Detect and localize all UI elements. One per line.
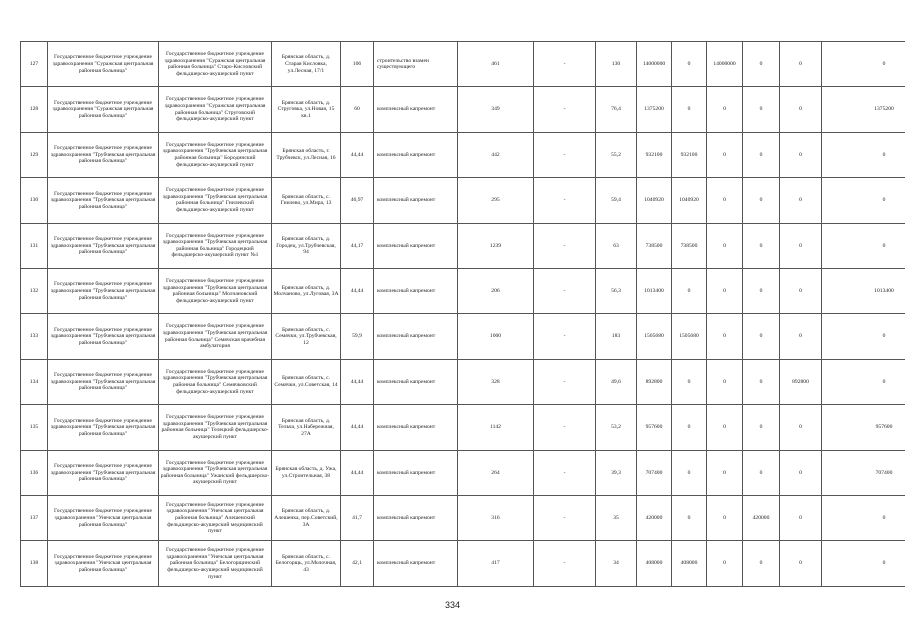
cell-institution-name: Государственное бюджетное учреждение здравоохранения "Унечская центральная районная больница" bbox=[48, 541, 159, 586]
cell-address: Брянская область, д. Городец, ул.Трубчевская, 94 bbox=[272, 223, 341, 268]
cell-area: 34 bbox=[596, 541, 637, 586]
cell-cost-year-3: 0 bbox=[743, 405, 780, 450]
cell-institution-name: Государственное бюджетное учреждение здравоохранения "Трубчевская центральная районная больница" bbox=[48, 450, 159, 495]
cell-cost-year-5: 0 bbox=[822, 42, 905, 87]
cell-total-cost: 932100 bbox=[637, 132, 672, 177]
cell-cost-year-1: 408000 bbox=[672, 541, 707, 586]
cell-work-type: строительство взамен существующего bbox=[374, 42, 458, 87]
cell-dash: - bbox=[534, 87, 596, 132]
cell-area: 49,6 bbox=[596, 359, 637, 404]
cell-facility-name: Государственное бюджетное учреждение здравоохранения "Унечская центральная районная больница" Белогорщинский фельдшерско-акушерский медицинский пункт bbox=[159, 541, 272, 586]
cell-cost-year-5: 707400 bbox=[822, 450, 905, 495]
cell-population: 316 bbox=[458, 496, 534, 541]
cell-area: 35 bbox=[596, 496, 637, 541]
cell-institution-name: Государственное бюджетное учреждение здравоохранения "Трубчевская центральная районная больница" bbox=[48, 269, 159, 314]
cell-wear-percent: 41,7 bbox=[341, 496, 374, 541]
cell-cost-year-1: 0 bbox=[672, 405, 707, 450]
cell-cost-year-2: 0 bbox=[707, 314, 743, 359]
cell-row-number: 138 bbox=[21, 541, 48, 586]
cell-facility-name: Государственное бюджетное учреждение здравоохранения "Суражская центральная районная больница" Струговский фельдшерско-акушерский пункт bbox=[159, 87, 272, 132]
cell-cost-year-2: 0 bbox=[707, 496, 743, 541]
cell-work-type: комплексный капремонт bbox=[374, 132, 458, 177]
cell-dash: - bbox=[534, 496, 596, 541]
cell-cost-year-1: 0 bbox=[672, 496, 707, 541]
table-row bbox=[21, 496, 905, 541]
cell-address: Брянская область, д. Старая Кисловка, ул.Лесная, 17/1 bbox=[272, 42, 341, 87]
cell-address: Брянская область, г. Трубчевск, ул.Лесная, 16 bbox=[272, 132, 341, 177]
cell-cost-year-2: 0 bbox=[707, 359, 743, 404]
cell-area: 55,2 bbox=[596, 132, 637, 177]
cell-wear-percent: 106 bbox=[341, 42, 374, 87]
table-row bbox=[21, 132, 905, 177]
cell-facility-name: Государственное бюджетное учреждение здравоохранения "Трубчевская центральная районная больница" Гнилевский фельдшерско-акушерский пункт bbox=[159, 178, 272, 223]
cell-facility-name: Государственное бюджетное учреждение здравоохранения "Трубчевская центральная районная больница" Телецкий фельдшерско-акушерский пункт bbox=[159, 405, 272, 450]
cell-population: 206 bbox=[458, 269, 534, 314]
cell-population: 264 bbox=[458, 450, 534, 495]
cell-dash: - bbox=[534, 450, 596, 495]
cell-population: 295 bbox=[458, 178, 534, 223]
cell-total-cost: 957600 bbox=[637, 405, 672, 450]
cell-row-number: 131 bbox=[21, 223, 48, 268]
cell-cost-year-2: 0 bbox=[707, 450, 743, 495]
cell-area: 53,2 bbox=[596, 405, 637, 450]
cell-cost-year-4: 0 bbox=[780, 223, 822, 268]
table-row bbox=[21, 178, 905, 223]
cell-total-cost: 420000 bbox=[637, 496, 672, 541]
cell-dash: - bbox=[534, 314, 596, 359]
cell-cost-year-4: 0 bbox=[780, 42, 822, 87]
cell-work-type: комплексный капремонт bbox=[374, 178, 458, 223]
cell-cost-year-5: 0 bbox=[822, 132, 905, 177]
cell-area: 76,4 bbox=[596, 87, 637, 132]
cell-cost-year-3: 0 bbox=[743, 87, 780, 132]
cell-wear-percent: 60 bbox=[341, 87, 374, 132]
cell-row-number: 134 bbox=[21, 359, 48, 404]
table-row bbox=[21, 541, 905, 586]
cell-row-number: 137 bbox=[21, 496, 48, 541]
cell-institution-name: Государственное бюджетное учреждение здравоохранения "Трубчевская центральная районная больница" bbox=[48, 223, 159, 268]
cell-row-number: 128 bbox=[21, 87, 48, 132]
cell-work-type: комплексный капремонт bbox=[374, 223, 458, 268]
table-body bbox=[21, 42, 905, 587]
cell-cost-year-4: 0 bbox=[780, 87, 822, 132]
facilities-table bbox=[20, 41, 905, 587]
cell-total-cost: 1013400 bbox=[637, 269, 672, 314]
cell-dash: - bbox=[534, 405, 596, 450]
cell-total-cost: 408000 bbox=[637, 541, 672, 586]
cell-cost-year-4: 0 bbox=[780, 541, 822, 586]
cell-area: 39,3 bbox=[596, 450, 637, 495]
cell-address: Брянская область, д. Алешенка, пер.Советский, 3А bbox=[272, 496, 341, 541]
cell-cost-year-1: 1505680 bbox=[672, 314, 707, 359]
cell-cost-year-1: 738500 bbox=[672, 223, 707, 268]
cell-cost-year-3: 0 bbox=[743, 541, 780, 586]
cell-facility-name: Государственное бюджетное учреждение здравоохранения "Трубчевская центральная районная больница" Бородинский фельдшерско-акушерский пункт bbox=[159, 132, 272, 177]
table-row bbox=[21, 87, 905, 132]
cell-dash: - bbox=[534, 223, 596, 268]
cell-area: 59,4 bbox=[596, 178, 637, 223]
cell-cost-year-5: 0 bbox=[822, 178, 905, 223]
cell-population: 417 bbox=[458, 541, 534, 586]
cell-row-number: 130 bbox=[21, 178, 48, 223]
cell-total-cost: 1375200 bbox=[637, 87, 672, 132]
table-row bbox=[21, 269, 905, 314]
cell-cost-year-5: 957600 bbox=[822, 405, 905, 450]
cell-institution-name: Государственное бюджетное учреждение здравоохранения "Трубчевская центральная районная больница" bbox=[48, 314, 159, 359]
cell-address: Брянская область, д. Молчаново, ул.Луговая, 3А bbox=[272, 269, 341, 314]
cell-address: Брянская область, с. Семячки, ул.Трубчевская, 12 bbox=[272, 314, 341, 359]
cell-row-number: 127 bbox=[21, 42, 48, 87]
cell-work-type: комплексный капремонт bbox=[374, 359, 458, 404]
cell-cost-year-5: 0 bbox=[822, 541, 905, 586]
cell-cost-year-5: 0 bbox=[822, 314, 905, 359]
cell-address: Брянская область, с. Семячки, ул.Советская, 14 bbox=[272, 359, 341, 404]
cell-dash: - bbox=[534, 42, 596, 87]
cell-work-type: комплексный капремонт bbox=[374, 450, 458, 495]
cell-total-cost: 892800 bbox=[637, 359, 672, 404]
cell-facility-name: Государственное бюджетное учреждение здравоохранения "Трубчевская центральная районная больница" Городецкий фельдшерско-акушерский пункт №1 bbox=[159, 223, 272, 268]
cell-population: 461 bbox=[458, 42, 534, 87]
cell-wear-percent: 44,44 bbox=[341, 359, 374, 404]
cell-population: 328 bbox=[458, 359, 534, 404]
table-row bbox=[21, 359, 905, 404]
cell-row-number: 135 bbox=[21, 405, 48, 450]
cell-cost-year-5: 0 bbox=[822, 223, 905, 268]
cell-address: Брянская область, д. Ужа, ул.Строительная, 38 bbox=[272, 450, 341, 495]
cell-work-type: комплексный капремонт bbox=[374, 269, 458, 314]
cell-cost-year-1: 0 bbox=[672, 359, 707, 404]
cell-total-cost: 1040920 bbox=[637, 178, 672, 223]
cell-institution-name: Государственное бюджетное учреждение здравоохранения "Трубчевская центральная районная больница" bbox=[48, 132, 159, 177]
cell-address: Брянская область, д. Тельча, ул.Набережная, 27А bbox=[272, 405, 341, 450]
cell-dash: - bbox=[534, 132, 596, 177]
cell-cost-year-4: 0 bbox=[780, 178, 822, 223]
cell-cost-year-1: 1040920 bbox=[672, 178, 707, 223]
cell-cost-year-4: 0 bbox=[780, 405, 822, 450]
cell-cost-year-2: 0 bbox=[707, 132, 743, 177]
cell-institution-name: Государственное бюджетное учреждение здравоохранения "Суражская центральная районная больница" bbox=[48, 42, 159, 87]
cell-cost-year-1: 932100 bbox=[672, 132, 707, 177]
cell-area: 63 bbox=[596, 223, 637, 268]
cell-dash: - bbox=[534, 269, 596, 314]
cell-dash: - bbox=[534, 178, 596, 223]
cell-work-type: комплексный капремонт bbox=[374, 87, 458, 132]
cell-wear-percent: 44,17 bbox=[341, 223, 374, 268]
cell-cost-year-5: 0 bbox=[822, 359, 905, 404]
table-row bbox=[21, 450, 905, 495]
cell-cost-year-3: 0 bbox=[743, 132, 780, 177]
cell-wear-percent: 44,44 bbox=[341, 405, 374, 450]
table-row bbox=[21, 42, 905, 87]
cell-facility-name: Государственное бюджетное учреждение здравоохранения "Суражская центральная районная больница" Старо-Кисловский фельдшерско-акушерский пункт bbox=[159, 42, 272, 87]
cell-cost-year-2: 0 bbox=[707, 269, 743, 314]
cell-row-number: 133 bbox=[21, 314, 48, 359]
cell-cost-year-4: 0 bbox=[780, 450, 822, 495]
cell-dash: - bbox=[534, 541, 596, 586]
cell-cost-year-2: 0 bbox=[707, 178, 743, 223]
cell-cost-year-2: 0 bbox=[707, 405, 743, 450]
cell-wear-percent: 59,9 bbox=[341, 314, 374, 359]
cell-total-cost: 1505680 bbox=[637, 314, 672, 359]
cell-cost-year-2: 0 bbox=[707, 541, 743, 586]
cell-population: 1142 bbox=[458, 405, 534, 450]
cell-population: 1000 bbox=[458, 314, 534, 359]
cell-cost-year-4: 0 bbox=[780, 496, 822, 541]
cell-cost-year-2: 0 bbox=[707, 223, 743, 268]
cell-wear-percent: 44,44 bbox=[341, 269, 374, 314]
cell-address: Брянская область, с. Гнилево, ул.Мира, 13 bbox=[272, 178, 341, 223]
page-number: 334 bbox=[444, 600, 461, 610]
cell-cost-year-2: 0 bbox=[707, 87, 743, 132]
cell-institution-name: Государственное бюджетное учреждение здравоохранения "Суражская центральная районная больница" bbox=[48, 87, 159, 132]
cell-facility-name: Государственное бюджетное учреждение здравоохранения "Трубчевская центральная районная больница" Ужанский фельдшерско-акушерский пункт bbox=[159, 450, 272, 495]
cell-cost-year-1: 0 bbox=[672, 269, 707, 314]
cell-facility-name: Государственное бюджетное учреждение здравоохранения "Трубчевская центральная районная больница" Семячковский фельдшерско-акушерский пункт bbox=[159, 359, 272, 404]
cell-cost-year-3: 420000 bbox=[743, 496, 780, 541]
cell-wear-percent: 46,97 bbox=[341, 178, 374, 223]
cell-work-type: комплексный капремонт bbox=[374, 405, 458, 450]
cell-cost-year-3: 0 bbox=[743, 178, 780, 223]
table-row bbox=[21, 223, 905, 268]
cell-row-number: 136 bbox=[21, 450, 48, 495]
cell-work-type: комплексный капремонт bbox=[374, 541, 458, 586]
cell-address: Брянская область, д. Струговка, ул.Новая, 15 кв.1 bbox=[272, 87, 341, 132]
cell-dash: - bbox=[534, 359, 596, 404]
cell-facility-name: Государственное бюджетное учреждение здравоохранения "Трубчевская центральная районная больница" Семячская врачебная амбулатория bbox=[159, 314, 272, 359]
cell-cost-year-5: 1375200 bbox=[822, 87, 905, 132]
table-row bbox=[21, 314, 905, 359]
cell-cost-year-3: 0 bbox=[743, 269, 780, 314]
cell-total-cost: 738500 bbox=[637, 223, 672, 268]
cell-cost-year-3: 0 bbox=[743, 359, 780, 404]
cell-facility-name: Государственное бюджетное учреждение здравоохранения "Унечская центральная районная больница" Алешенский фельдшерско-акушерский медицинский пункт bbox=[159, 496, 272, 541]
cell-area: 130 bbox=[596, 42, 637, 87]
cell-institution-name: Государственное бюджетное учреждение здравоохранения "Унечская центральная районная больница" bbox=[48, 496, 159, 541]
cell-cost-year-2: 14000000 bbox=[707, 42, 743, 87]
cell-cost-year-4: 0 bbox=[780, 314, 822, 359]
cell-work-type: комплексный капремонт bbox=[374, 496, 458, 541]
cell-population: 349 bbox=[458, 87, 534, 132]
cell-cost-year-1: 0 bbox=[672, 42, 707, 87]
cell-wear-percent: 44,44 bbox=[341, 132, 374, 177]
cell-cost-year-3: 0 bbox=[743, 42, 780, 87]
cell-institution-name: Государственное бюджетное учреждение здравоохранения "Трубчевская центральная районная больница" bbox=[48, 178, 159, 223]
cell-area: 183 bbox=[596, 314, 637, 359]
cell-row-number: 132 bbox=[21, 269, 48, 314]
cell-work-type: комплексный капремонт bbox=[374, 314, 458, 359]
cell-cost-year-5: 1013400 bbox=[822, 269, 905, 314]
cell-cost-year-1: 0 bbox=[672, 87, 707, 132]
cell-wear-percent: 42,1 bbox=[341, 541, 374, 586]
cell-population: 1239 bbox=[458, 223, 534, 268]
cell-row-number: 129 bbox=[21, 132, 48, 177]
cell-cost-year-5: 0 bbox=[822, 496, 905, 541]
cell-facility-name: Государственное бюджетное учреждение здравоохранения "Трубчевская центральная районная больница" Молчановский фельдшерско-акушерский пункт bbox=[159, 269, 272, 314]
cell-address: Брянская область, с. Белогорщь, ул.Молочная, 43 bbox=[272, 541, 341, 586]
table-row bbox=[21, 405, 905, 450]
cell-wear-percent: 44,44 bbox=[341, 450, 374, 495]
cell-population: 442 bbox=[458, 132, 534, 177]
cell-institution-name: Государственное бюджетное учреждение здравоохранения "Трубчевская центральная районная больница" bbox=[48, 405, 159, 450]
cell-cost-year-4: 0 bbox=[780, 132, 822, 177]
cell-cost-year-3: 0 bbox=[743, 450, 780, 495]
cell-cost-year-4: 892800 bbox=[780, 359, 822, 404]
cell-area: 56,3 bbox=[596, 269, 637, 314]
cell-cost-year-3: 0 bbox=[743, 314, 780, 359]
cell-institution-name: Государственное бюджетное учреждение здравоохранения "Трубчевская центральная районная больница" bbox=[48, 359, 159, 404]
cell-total-cost: 707400 bbox=[637, 450, 672, 495]
cell-cost-year-1: 0 bbox=[672, 450, 707, 495]
cell-cost-year-4: 0 bbox=[780, 269, 822, 314]
cell-cost-year-3: 0 bbox=[743, 223, 780, 268]
cell-total-cost: 14000000 bbox=[637, 42, 672, 87]
